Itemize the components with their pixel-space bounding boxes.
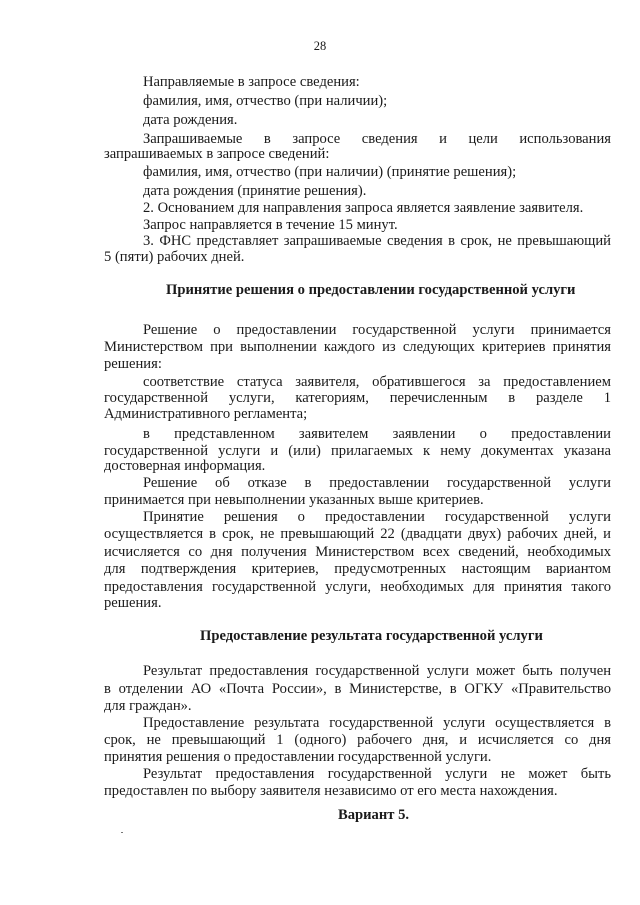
text-line: 3. ФНС представляет запрашиваемые сведения в срок, не превышающий bbox=[143, 233, 611, 249]
text-line: фамилия, имя, отчество (при наличии); bbox=[143, 93, 388, 109]
text-line: запрашиваемых в запросе сведений: bbox=[104, 146, 330, 162]
section-heading: Принятие решения о предоставлении государственной услуги bbox=[166, 282, 576, 298]
text-line: государственной услуги, категориям, перечисленным в разделе 1 bbox=[104, 390, 611, 406]
text-line: срок, не превышающий 1 (одного) рабочего дня, и исчисляется со дня bbox=[104, 732, 611, 748]
section-heading: Предоставление результата государственной услуги bbox=[200, 628, 543, 644]
text-line: Результат предоставления государственной услуги не может быть bbox=[143, 766, 611, 782]
text-line: 5 (пяти) рабочих дней. bbox=[104, 249, 245, 265]
text-line: в отделении АО «Почта России», в Министерстве, в ОГКУ «Правительство bbox=[104, 681, 611, 697]
text-line: Принятие решения о предоставлении государственной услуги bbox=[143, 509, 611, 525]
text-line: предоставления государственной услуги, необходимых для принятия такого bbox=[104, 579, 611, 595]
text-line: для граждан». bbox=[104, 698, 192, 714]
text-line: дата рождения (принятие решения). bbox=[143, 183, 367, 199]
text-line: Направляемые в запросе сведения: bbox=[143, 74, 360, 90]
text-line: Решение об отказе в предоставлении государственной услуги bbox=[143, 475, 611, 491]
variant-heading: Вариант 5. bbox=[338, 807, 410, 823]
text-line: Запрашиваемые в запросе сведения и цели использования bbox=[143, 131, 611, 147]
text-line: Запрос направляется в течение 15 минут. bbox=[143, 217, 398, 233]
page-number: 28 bbox=[313, 39, 327, 53]
text-line: Решение о предоставлении государственной услуги принимается bbox=[143, 322, 611, 338]
text-line: дата рождения. bbox=[143, 112, 238, 128]
text-line: решения. bbox=[104, 595, 162, 611]
text-line: Результат предоставления государственной услуги может быть получен bbox=[143, 663, 611, 679]
text-line: принимается при невыполнении указанных выше критериев. bbox=[104, 492, 484, 508]
text-line: Предоставление результата государственной услуги осуществляется в bbox=[143, 715, 611, 731]
text-line: Административного регламента; bbox=[104, 406, 308, 422]
text-line: государственной услуги и (или) прилагаемых к нему документах указана bbox=[104, 443, 611, 459]
scan-speck bbox=[121, 832, 123, 833]
text-line: 2. Основанием для направления запроса является заявление заявителя. bbox=[143, 200, 584, 216]
text-line: предоставлен по выбору заявителя независимо от его места нахождения. bbox=[104, 783, 558, 799]
text-line: фамилия, имя, отчество (при наличии) (принятие решения); bbox=[143, 164, 517, 180]
text-line: исчисляется со дня получения Министерством всех сведений, необходимых bbox=[104, 544, 611, 560]
text-line: осуществляется в срок, не превышающий 22 (двадцати двух) рабочих дней, и bbox=[104, 526, 611, 542]
text-line: соответствие статуса заявителя, обратившегося за предоставлением bbox=[143, 374, 611, 390]
text-line: Министерством при выполнении каждого из следующих критериев принятия bbox=[104, 339, 611, 355]
text-line: принятия решения о предоставлении государственной услуги. bbox=[104, 749, 492, 765]
text-line: для подтверждения критериев, предусмотренных настоящим вариантом bbox=[104, 561, 611, 577]
text-line: решения: bbox=[104, 356, 162, 372]
text-line: достоверная информация. bbox=[104, 458, 266, 474]
text-line: в представленном заявителем заявлении о предоставлении bbox=[143, 426, 611, 442]
